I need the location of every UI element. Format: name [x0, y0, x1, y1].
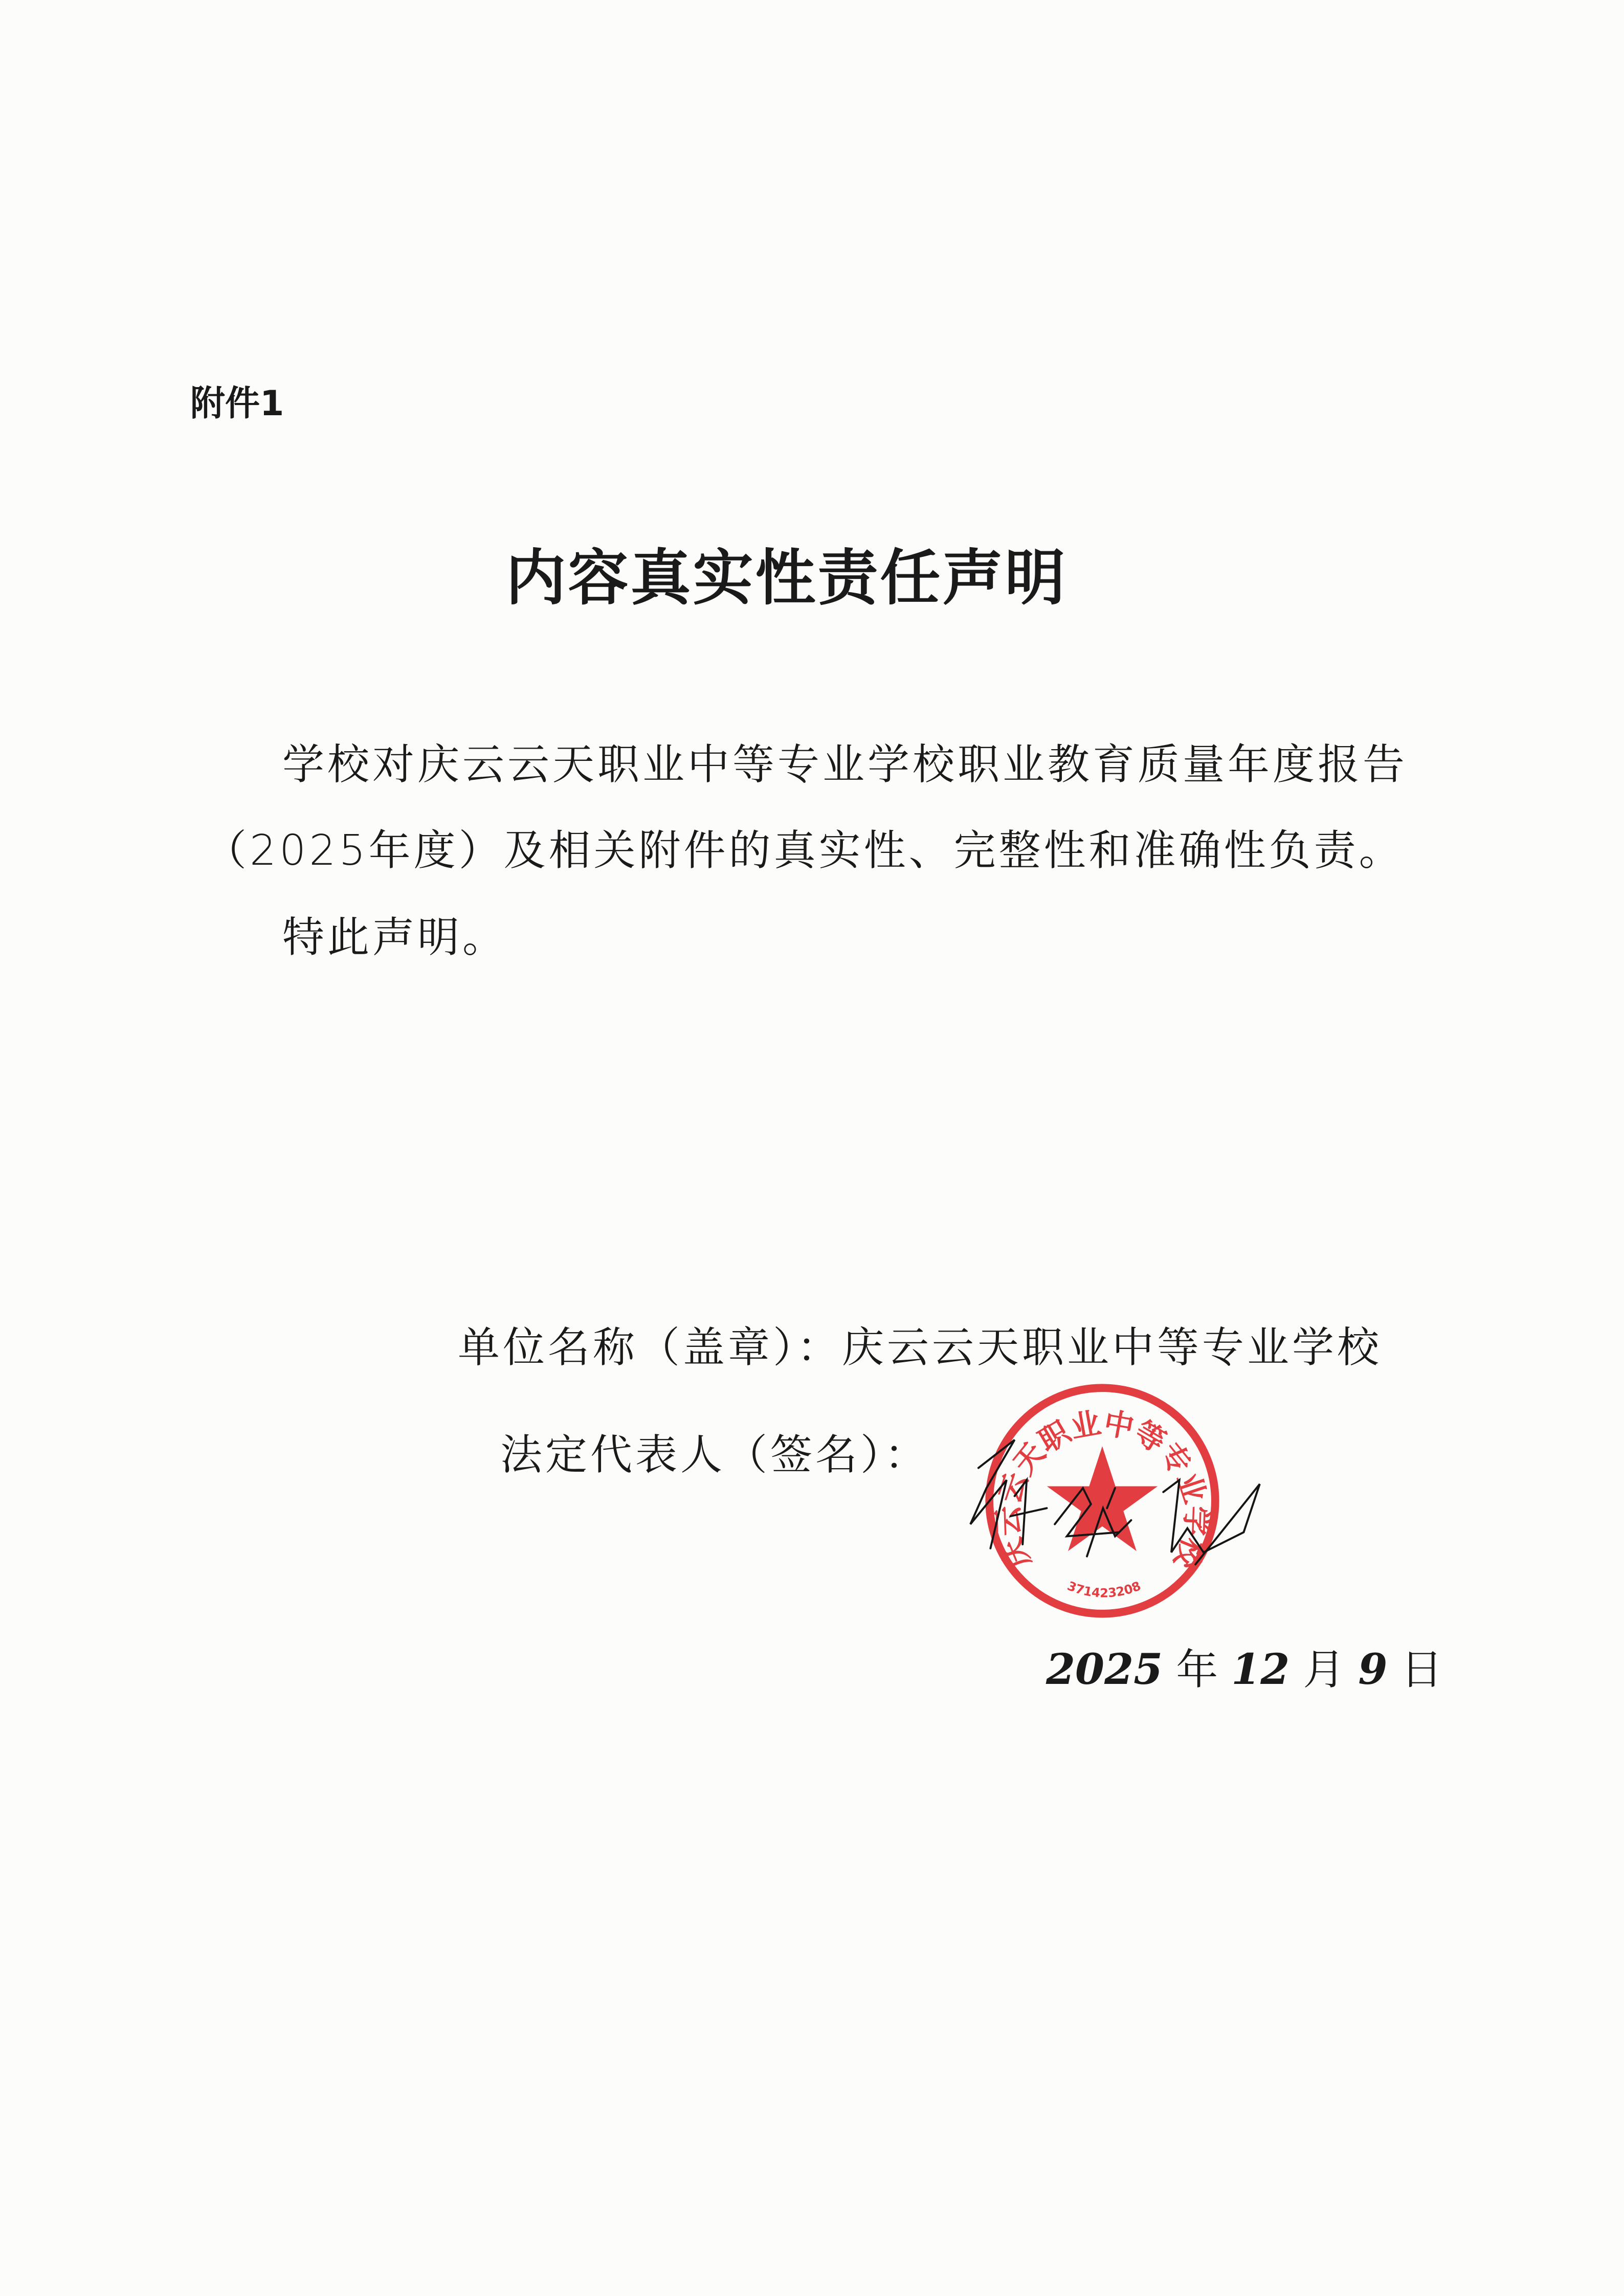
- legal-rep-row: [500, 1422, 929, 1481]
- date-year: 2025: [1046, 1645, 1163, 1694]
- unit-name: 庆云云天职业中等专业学校: [842, 1323, 1383, 1372]
- date-month: 12: [1231, 1645, 1290, 1694]
- statement-line-1: 学校对庆云云天职业中等专业学校职业教育质量年度报告: [282, 740, 1408, 789]
- unit-label: 单位名称（盖章）：: [458, 1323, 842, 1372]
- date-day-unit: 日: [1400, 1646, 1443, 1694]
- unit-name-row: [458, 1314, 1382, 1374]
- attachment-label: 附件1: [190, 384, 284, 424]
- seal-text: 庆云云天职业中等专业学校: [990, 1405, 1214, 1574]
- seal-code: 371423208: [1065, 1579, 1143, 1601]
- document-title: 内容真实性责任声明: [505, 542, 1067, 613]
- date-month-unit: 月: [1303, 1646, 1345, 1694]
- legal-rep-label: 法定代表人（签名）：: [500, 1431, 930, 1479]
- statement-line-2: （2025年度）及相关附件的真实性、完整性和准确性负责。: [205, 826, 1404, 875]
- statement-closing: 特此声明。: [282, 913, 508, 962]
- date-day: 9: [1358, 1645, 1388, 1694]
- signing-date: [1046, 1636, 1456, 1696]
- date-year-unit: 年: [1176, 1646, 1218, 1694]
- handwritten-signature: [962, 1432, 1269, 1601]
